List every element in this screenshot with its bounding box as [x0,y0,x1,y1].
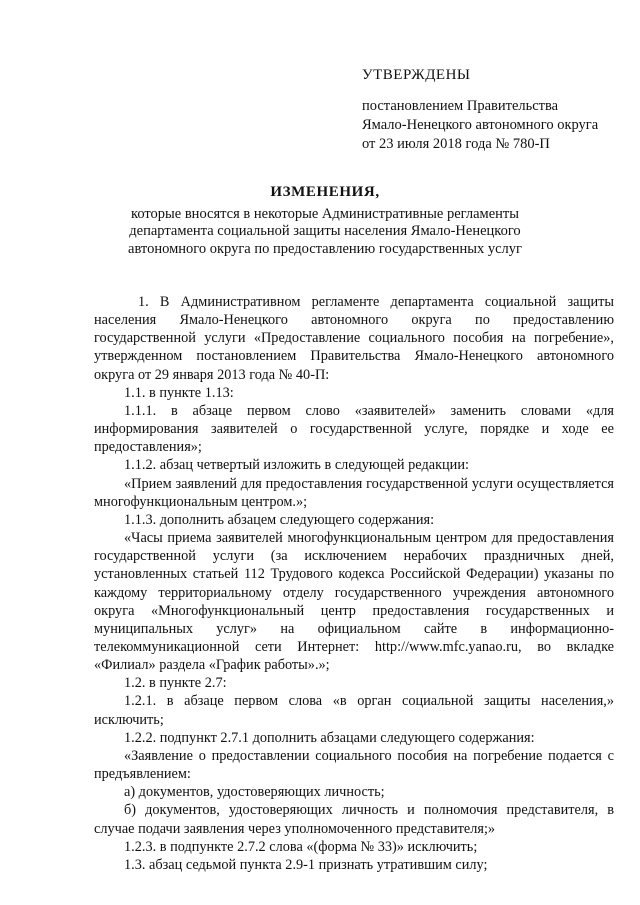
paragraph: 1. В Административном регламенте департамента социальной защиты населения Ямало-Ненецкого автономного округа по предоставлению государственной услуги «Предоставление социального пособия на погребение», утвержденном постановлением Правительства Ямало-Ненецкого автономного округа от 29 января 2013 года № 40-П: [94,294,614,383]
paragraph: 1.1.2. абзац четвертый изложить в следующей редакции: [124,457,469,474]
paragraph: «Заявление о предоставлении социального пособия на погребение подается с предъявлением: [94,747,614,783]
paragraph: б) документов, удостоверяющих личность и полномочия представителя, в случае подачи заявления через уполномоченного представителя;» [94,802,614,837]
paragraph: 1.2. в пункте 2.7: [124,675,227,692]
title-main: ИЗМЕНЕНИЯ, [270,184,380,200]
paragraph: 1.1. в пункте 1.13: [124,384,234,401]
approval-line: Ямало-Ненецкого автономного округа [362,117,599,133]
document-title [70,184,580,258]
title-line: которые вносятся в некоторые Административные регламенты [131,205,519,222]
approval-line: постановлением Правительства [362,98,559,114]
approval-block [362,66,598,154]
paragraph: 1.2.1. в абзаце первом слова «в орган социальной защиты населения,» исключить; [94,693,614,728]
paragraph: а) документов, удостоверяющих личность; [124,784,385,801]
paragraph: 1.2.2. подпункт 2.7.1 дополнить абзацами следующего содержания: [124,729,535,746]
paragraph: 1.1.1. в абзаце первом слово «заявителей» заменить словами «для информирования заявителей о государственной услуге, порядке и ходе ее предоставления»; [94,402,614,456]
paragraph: «Прием заявлений для предоставления государственной услуги осуществляется многофункциональным центром.»; [94,475,614,510]
paragraph: 1.2.3. в подпункте 2.7.2 слова «(форма № 33)» исключить; [124,838,478,855]
paragraph: «Часы приема заявителей многофункциональным центром для предоставления государственной услуги (за исключением нерабочих праздничных дней, установленных статьей 112 Трудового кодекса Российской Федерации) указаны по каждому территориальному отделу государственного учреждения автономного округа «Многофункциональный центр предоставления государственных и муниципальных услуг» на официальном сайте в информационно-телекоммуникационной сети Интернет: http://www.mfc.yanao.ru, во вкладке «Филиал» раздела «График работы».»; [94,530,614,674]
paragraph: 1.1.3. дополнить абзацем следующего содержания: [124,511,435,528]
paragraph: 1.3. абзац седьмой пункта 2.9-1 признать утратившим силу; [124,856,488,873]
title-line: департамента социальной защиты населения Ямало-Ненецкого [129,223,521,239]
approval-line: от 23 июля 2018 года № 780-П [362,136,550,152]
document-body [94,293,614,874]
approval-heading: УТВЕРЖДЕНЫ [362,67,471,83]
title-line: автономного округа по предоставлению государственных услуг [128,240,522,257]
